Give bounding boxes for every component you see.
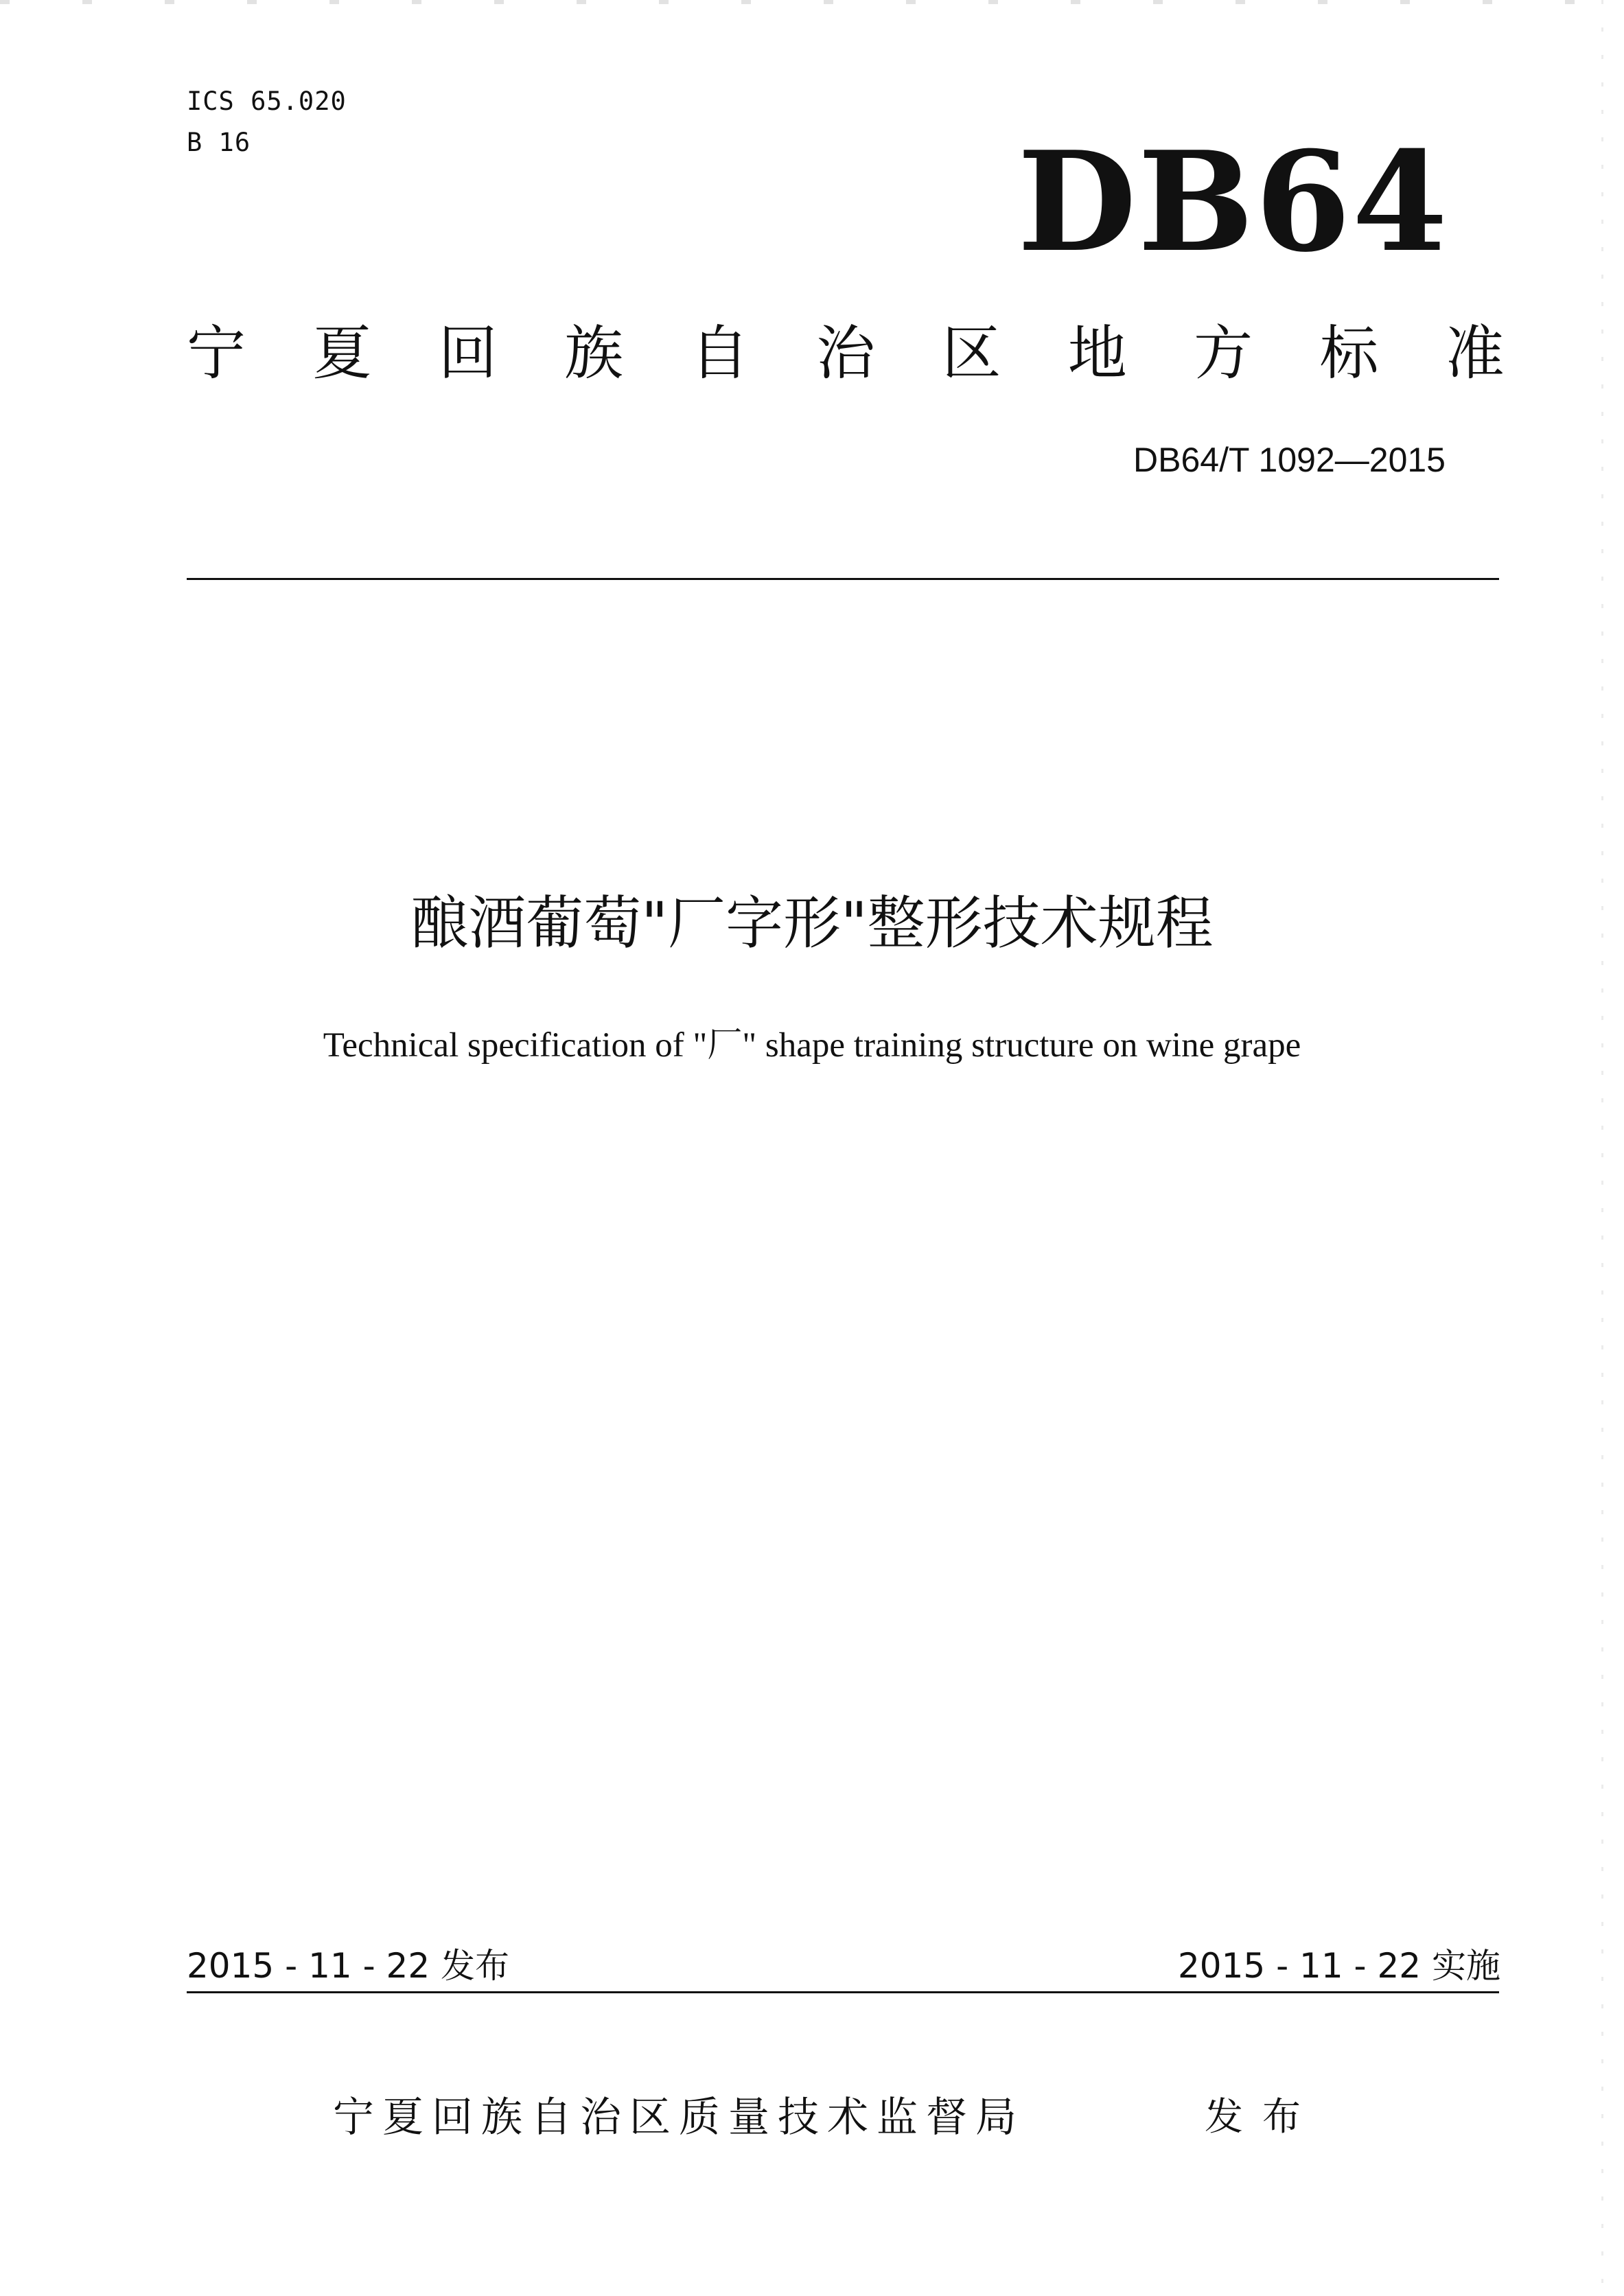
standard-type-char: 回 [438,319,498,388]
footer-divider [187,1991,1499,1993]
document-title-english: Technical specification of "厂" shape training structure on wine grape [323,1026,1301,1065]
scan-artifact-top [0,0,1624,4]
standard-type-char: 准 [1445,319,1505,388]
header-divider [187,578,1499,580]
document-title-chinese: 酿酒葡萄"厂字形"整形技术规程 [410,890,1214,957]
classification-block [187,81,347,163]
standard-type-char: 标 [1319,319,1379,388]
ccs-code: B 16 [187,128,251,157]
issuing-authority: 宁夏回族自治区质量技术监督局 [333,2094,1025,2142]
standard-type-char: 宁 [187,319,246,388]
standard-number: DB64/T 1092—2015 [1133,441,1446,479]
standard-type-char: 族 [564,319,624,388]
scan-artifact-right [1601,0,1603,2296]
standard-prefix-code: DB64 [1017,121,1449,283]
standard-type-char: 区 [942,319,1001,388]
standard-type-title [187,316,1505,391]
standard-type-char: 地 [1067,319,1127,388]
standard-type-char: 自 [690,319,750,388]
standard-type-char: 方 [1194,319,1253,388]
issue-date: 2015 - 11 - 22 发布 [187,1946,510,1986]
ics-code: ICS 65.020 [187,86,347,116]
effective-date: 2015 - 11 - 22 实施 [1177,1946,1500,1986]
standard-type-char: 夏 [312,319,372,388]
standard-type-char: 治 [815,319,875,388]
issue-label: 发布 [1205,2095,1320,2140]
